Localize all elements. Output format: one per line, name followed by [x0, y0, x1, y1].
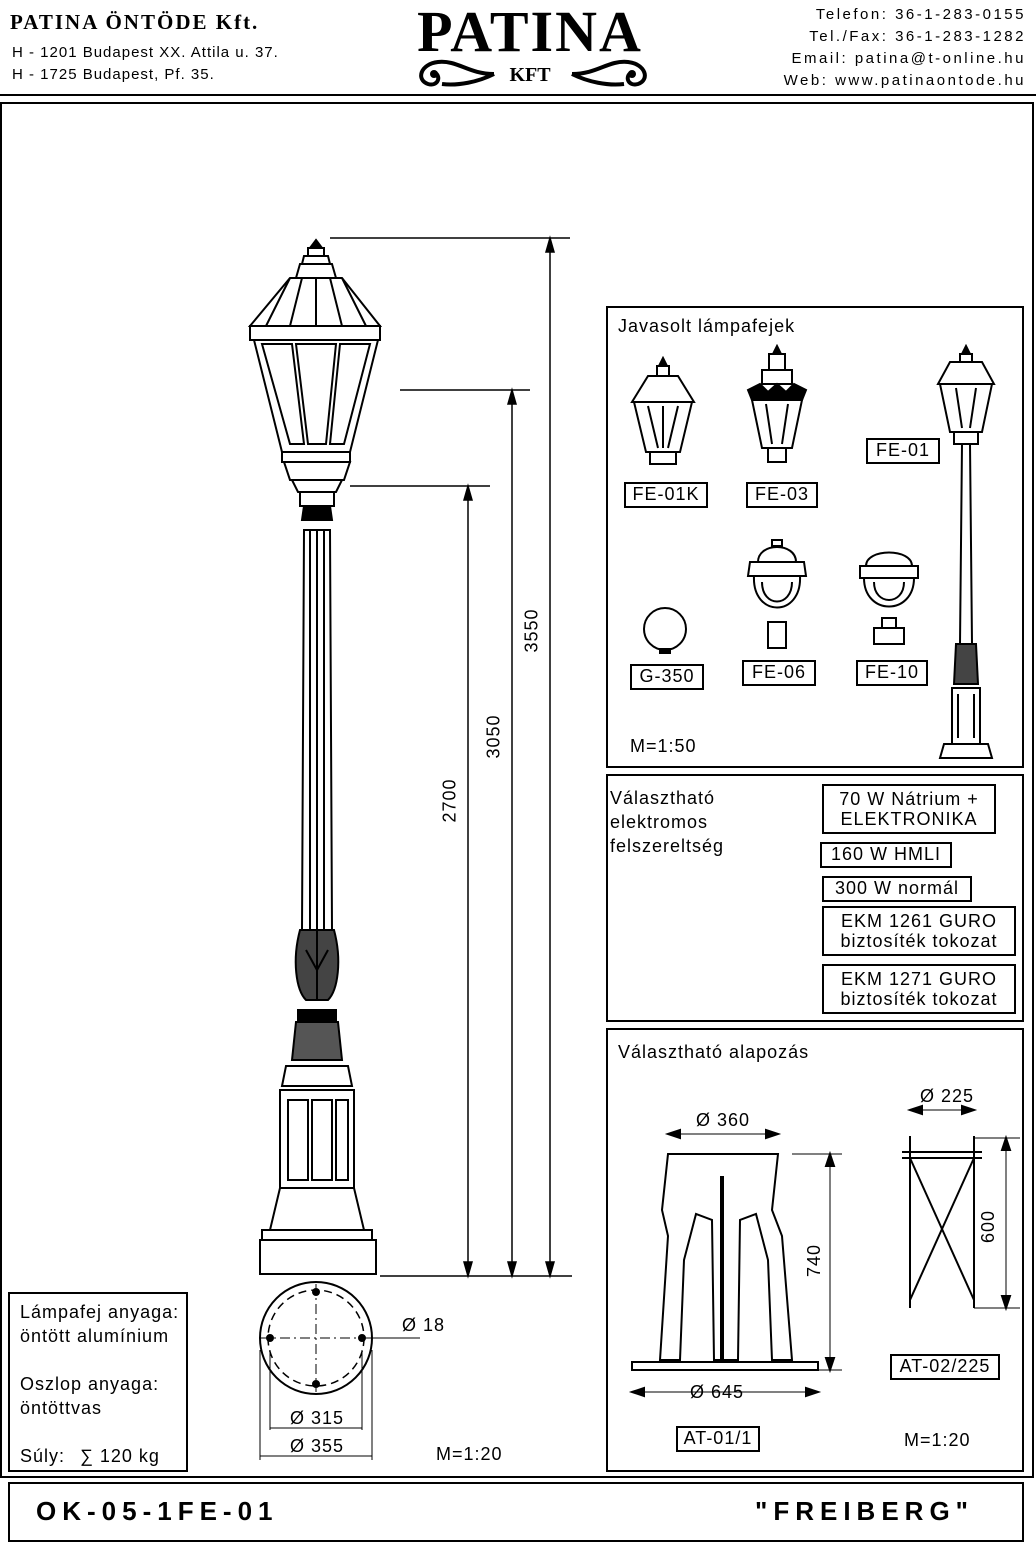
at-02-drawing	[894, 1100, 1024, 1320]
lampheads-scale: M=1:50	[630, 736, 697, 756]
option-hmli-text: 160 W HMLI	[830, 844, 942, 864]
fe-03-icon	[742, 344, 812, 468]
dim-3550: 3550	[521, 608, 542, 653]
pole-material-label: Oszlop anyaga:	[20, 1374, 160, 1394]
lamphead-label-fe-03: FE-03	[746, 482, 818, 508]
option-ekm-1261	[822, 906, 1016, 956]
contact-email: Email: patina@t-online.hu	[791, 50, 1026, 67]
contact-fax: Tel./Fax: 36-1-283-1282	[809, 28, 1026, 45]
head-material-label: Lámpafej anyaga:	[20, 1302, 180, 1322]
at-02-height: 600	[978, 1209, 999, 1244]
foundation-panel	[606, 1028, 1024, 1472]
lamphead-label-fe-10: FE-10	[856, 660, 928, 686]
option-natrium	[822, 784, 996, 834]
at-02-top-diameter: Ø 225	[920, 1086, 975, 1106]
address-line-2: H - 1725 Budapest, Pf. 35.	[12, 66, 215, 83]
electrical-title-1: Választható	[610, 788, 716, 808]
electrical-panel	[606, 774, 1024, 1022]
dim-bolt-diameter: Ø 18	[402, 1315, 446, 1335]
option-ekm-1271-line-1: EKM 1271 GURO	[840, 969, 998, 989]
company-name: PATINA ÖNTÖDE Kft.	[10, 10, 260, 34]
fe-10-icon	[854, 546, 924, 650]
lamphead-label-fe-06: FE-06	[742, 660, 816, 686]
option-ekm-1271	[822, 964, 1016, 1014]
dim-3050: 3050	[483, 714, 504, 759]
at-01-top-diameter: Ø 360	[696, 1110, 751, 1130]
weight-value: ∑ 120 kg	[80, 1446, 160, 1466]
option-hmli	[820, 842, 952, 868]
option-ekm-1271-line-2: biztosíték tokozat	[840, 989, 998, 1009]
electrical-title-3: felszereltség	[610, 836, 725, 856]
option-normal-text: 300 W normál	[834, 878, 960, 898]
base-plan-view	[250, 1280, 440, 1470]
fe-01-icon	[934, 344, 998, 764]
fe-01k-icon	[628, 356, 698, 468]
scale-main: M=1:20	[436, 1444, 503, 1464]
electrical-title-2: elektromos	[610, 812, 709, 832]
header-divider	[0, 94, 1036, 96]
logo-subtitle: KFT	[509, 64, 551, 86]
option-ekm-1261-line-1: EKM 1261 GURO	[840, 911, 998, 931]
pole-material-value: öntöttvas	[20, 1398, 103, 1418]
dim-base-outer: Ø 355	[290, 1436, 345, 1456]
option-natrium-line-2: ELEKTRONIKA	[840, 809, 978, 829]
weight-label: Súly:	[20, 1446, 66, 1466]
dim-base-inner: Ø 315	[290, 1408, 345, 1428]
at-01-label: AT-01/1	[676, 1426, 760, 1452]
foundation-title: Választható alapozás	[618, 1042, 810, 1062]
dim-2700: 2700	[439, 778, 460, 823]
option-normal	[822, 876, 972, 902]
product-code: OK-05-1FE-01	[36, 1496, 279, 1526]
lamphead-label-g-350: G-350	[630, 664, 704, 690]
option-natrium-line-1: 70 W Nátrium +	[839, 789, 979, 809]
g-350-icon	[640, 606, 690, 656]
lamphead-label-fe-01: FE-01	[866, 438, 940, 464]
at-02-label: AT-02/225	[890, 1354, 1000, 1380]
lampheads-title: Javasolt lámpafejek	[618, 316, 796, 336]
contact-phone: Telefon: 36-1-283-0155	[815, 6, 1026, 23]
lampheads-panel	[606, 306, 1024, 768]
contact-web: Web: www.patinaontode.hu	[783, 72, 1026, 89]
option-ekm-1261-line-2: biztosíték tokozat	[840, 931, 998, 951]
at-01-height: 740	[804, 1243, 825, 1278]
fe-06-icon	[744, 538, 810, 650]
address-line-1: H - 1201 Budapest XX. Attila u. 37.	[12, 44, 279, 61]
logo-title: PATINA	[417, 0, 643, 64]
materials-box	[8, 1292, 188, 1472]
lamphead-label-fe-01k: FE-01K	[624, 482, 708, 508]
at-01-bottom-diameter: Ø 645	[690, 1382, 745, 1402]
title-block	[8, 1482, 1024, 1542]
product-name: "FREIBERG"	[755, 1496, 974, 1526]
foundation-scale: M=1:20	[904, 1430, 971, 1450]
head-material-value: öntött alumínium	[20, 1326, 170, 1346]
height-dimension-lines	[330, 230, 590, 1290]
